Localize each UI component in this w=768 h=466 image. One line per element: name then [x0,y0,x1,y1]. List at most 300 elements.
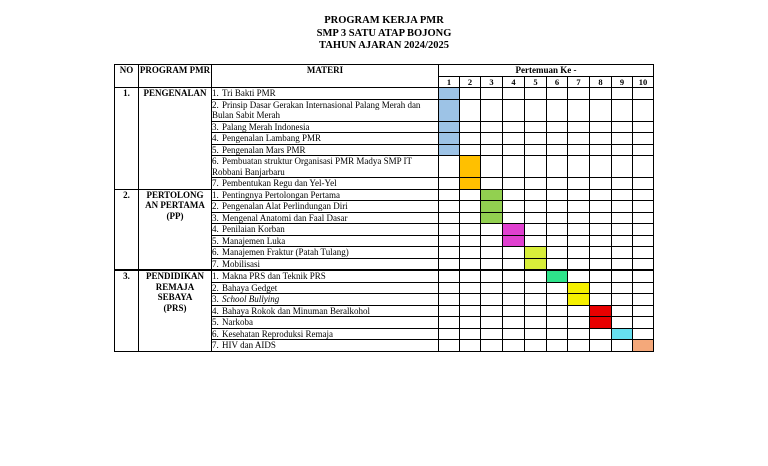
schedule-cell [503,247,525,259]
schedule-cell [547,99,568,121]
schedule-cell [503,121,525,133]
schedule-cell [460,99,481,121]
schedule-cell [503,212,525,224]
materi-number: 2. [212,282,219,293]
schedule-cell [633,258,654,270]
schedule-cell [547,178,568,190]
schedule-cell [525,201,547,213]
schedule-cell [547,258,568,270]
schedule-cell [633,294,654,306]
schedule-cell [525,156,547,178]
schedule-cell [633,212,654,224]
schedule-cell [590,340,612,352]
schedule-cell [503,282,525,294]
schedule-cell [633,282,654,294]
schedule-cell [481,340,503,352]
schedule-cell [633,270,654,282]
schedule-cell [568,340,590,352]
materi-text: Tri Bakti PMR [222,88,276,98]
schedule-cell [481,178,503,190]
program-name: PENGENALAN [139,88,212,190]
schedule-cell [612,340,633,352]
header-week-9: 9 [612,76,633,88]
schedule-cell [568,305,590,317]
schedule-cell [633,99,654,121]
schedule-cell [590,328,612,340]
materi-item [212,156,439,178]
materi-item [212,328,439,340]
schedule-cell [547,133,568,145]
schedule-cell-filled [460,156,481,178]
schedule-cell [612,189,633,201]
schedule-cell [503,340,525,352]
schedule-cell-filled [481,201,503,213]
schedule-cell [503,317,525,329]
schedule-cell [460,133,481,145]
schedule-cell [481,247,503,259]
schedule-cell [568,212,590,224]
schedule-cell [633,235,654,247]
header-week-3: 3 [481,76,503,88]
schedule-cell [481,317,503,329]
schedule-cell [460,235,481,247]
schedule-cell [525,212,547,224]
materi-text: School Bullying [222,294,280,304]
materi-item [212,305,439,317]
materi-text: Palang Merah Indonesia [222,121,310,132]
document-title [0,15,768,53]
materi-number: 2. [212,99,219,110]
schedule-cell [633,201,654,213]
schedule-cell [525,133,547,145]
schedule-cell [525,178,547,190]
program-name-line: SEBAYA [157,292,193,302]
schedule-cell [633,156,654,178]
materi-number: 5. [212,144,219,155]
schedule-cell [633,88,654,100]
materi-text: Bahaya Rokok dan Minuman Beralkohol [222,305,370,316]
materi-number: 1. [212,88,219,98]
materi-text: Manajemen Luka [222,235,286,246]
materi-number: 4. [212,224,219,234]
schedule-cell-filled [612,328,633,340]
schedule-cell [503,88,525,100]
materi-text: Pengenalan Lambang PMR [222,133,321,143]
materi-number: 4. [212,305,219,316]
schedule-cell [439,305,460,317]
schedule-cell [460,317,481,329]
schedule-cell [481,328,503,340]
materi-item [212,224,439,236]
schedule-cell [568,247,590,259]
schedule-cell [590,144,612,156]
schedule-cell [590,235,612,247]
schedule-cell [503,99,525,121]
schedule-cell [525,328,547,340]
header-materi: MATERI [212,65,439,88]
schedule-cell [547,156,568,178]
schedule-cell-filled [439,121,460,133]
materi-number: 6. [212,156,219,166]
schedule-cell [481,88,503,100]
schedule-cell [568,270,590,282]
header-week-1: 1 [439,76,460,88]
schedule-cell [612,258,633,270]
program-name-line: (PRS) [163,302,187,313]
schedule-cell [633,317,654,329]
materi-item [212,282,439,294]
title-line-2: SMP 3 SATU ATAP BOJONG [316,27,452,39]
schedule-cell [568,88,590,100]
schedule-cell [460,294,481,306]
schedule-cell [590,282,612,294]
schedule-cell [439,282,460,294]
schedule-cell [568,317,590,329]
schedule-cell [439,247,460,259]
schedule-cell [612,282,633,294]
schedule-cell [547,121,568,133]
schedule-cell [547,328,568,340]
materi-text: Pengenalan Mars PMR [222,144,306,155]
schedule-cell [633,247,654,259]
schedule-cell [568,133,590,145]
schedule-cell [612,224,633,236]
schedule-cell [503,270,525,282]
header-week-5: 5 [525,76,547,88]
title-line-3: TAHUN AJARAN 2024/2025 [319,40,449,51]
table-row [115,270,654,282]
schedule-cell [525,88,547,100]
materi-item [212,340,439,352]
schedule-cell [481,282,503,294]
materi-number: 3. [212,294,219,304]
schedule-cell [525,224,547,236]
schedule-cell [460,247,481,259]
materi-item [212,317,439,329]
header-program: PROGRAM PMR [139,65,212,88]
materi-item [212,294,439,306]
materi-text: HIV dan AIDS [222,340,276,350]
schedule-cell [525,305,547,317]
schedule-cell [612,88,633,100]
schedule-cell [525,189,547,201]
schedule-cell [439,317,460,329]
materi-item [212,189,439,201]
schedule-cell [503,144,525,156]
program-number: 3. [115,270,139,351]
schedule-cell [481,156,503,178]
schedule-cell [525,282,547,294]
schedule-cell [460,88,481,100]
program-name-line: PENDIDIKAN [145,271,204,281]
schedule-cell [633,133,654,145]
materi-item [212,235,439,247]
schedule-cell [525,270,547,282]
schedule-cell [439,294,460,306]
schedule-cell [439,178,460,190]
schedule-cell [525,340,547,352]
schedule-cell [481,144,503,156]
materi-number: 7. [212,340,219,350]
schedule-cell [568,235,590,247]
schedule-cell-filled [590,317,612,329]
schedule-cell [568,189,590,201]
schedule-cell [590,201,612,213]
schedule-cell [568,156,590,178]
schedule-cell [481,305,503,317]
schedule-cell [525,317,547,329]
materi-number: 7. [212,258,219,269]
schedule-cell-filled [568,282,590,294]
materi-number: 3. [212,212,219,223]
schedule-cell [590,294,612,306]
schedule-cell [503,294,525,306]
schedule-cell [460,340,481,352]
program-name-line: AN PERTAMA [145,200,205,210]
schedule-cell [439,270,460,282]
schedule-cell [460,270,481,282]
materi-number: 6. [212,247,219,257]
schedule-cell [568,328,590,340]
schedule-cell [547,212,568,224]
schedule-cell-filled [439,144,460,156]
schedule-cell-filled [633,340,654,352]
schedule-cell [590,133,612,145]
table-row [115,189,654,201]
schedule-cell [503,305,525,317]
schedule-cell [612,178,633,190]
schedule-cell [460,121,481,133]
schedule-cell [460,189,481,201]
header-week-7: 7 [568,76,590,88]
materi-item [212,121,439,133]
schedule-cell [525,99,547,121]
schedule-cell [503,133,525,145]
schedule-cell [547,305,568,317]
schedule-cell [568,258,590,270]
schedule-cell [547,294,568,306]
schedule-cell [439,224,460,236]
schedule-cell [525,144,547,156]
materi-text: Mobilisasi [222,258,261,269]
schedule-cell [460,328,481,340]
schedule-cell [503,328,525,340]
schedule-cell [568,99,590,121]
program-name-line: PERTOLONG [146,189,204,200]
schedule-cell [612,144,633,156]
materi-item [212,247,439,259]
schedule-cell [568,224,590,236]
schedule-cell [525,121,547,133]
schedule-cell [612,201,633,213]
schedule-cell [439,235,460,247]
schedule-cell [481,235,503,247]
program-name-line: REMAJA [155,281,195,292]
schedule-cell [460,212,481,224]
schedule-cell [633,144,654,156]
materi-text: Narkoba [222,317,253,327]
schedule-cell [612,133,633,145]
schedule-cell-filled [481,212,503,224]
schedule-cell-filled [525,258,547,270]
schedule-cell [612,235,633,247]
schedule-cell [590,224,612,236]
schedule-cell [547,88,568,100]
schedule-cell [525,235,547,247]
schedule-cell [612,247,633,259]
schedule-cell [612,294,633,306]
schedule-cell [460,282,481,294]
schedule-cell [568,121,590,133]
schedule-cell-filled [439,88,460,100]
materi-text: Prinsip Dasar Gerakan Internasional Palang Merah dan Bulan Sabit Merah [212,99,421,120]
materi-text: Pengenalan Alat Perlindungan Diri [222,201,348,211]
schedule-cell-filled [503,224,525,236]
header-pertemuan: Pertemuan Ke - [439,65,654,77]
schedule-cell [503,189,525,201]
schedule-cell [590,212,612,224]
schedule-cell [612,305,633,317]
schedule-cell [481,294,503,306]
schedule-cell [612,212,633,224]
materi-text: Makna PRS dan Teknik PRS [222,271,326,281]
schedule-cell-filled [439,133,460,145]
schedule-cell [547,340,568,352]
materi-text: Kesehatan Reproduksi Remaja [222,328,333,339]
schedule-cell [633,328,654,340]
header-week-10: 10 [633,76,654,88]
program-name [139,270,212,351]
schedule-cell [439,258,460,270]
schedule-cell [460,201,481,213]
materi-text: Pentingnya Pertolongan Pertama [222,189,340,200]
materi-item [212,178,439,190]
schedule-cell [481,270,503,282]
materi-number: 6. [212,328,219,339]
schedule-cell [439,189,460,201]
program-name-line: (PP) [166,210,184,221]
schedule-cell [590,247,612,259]
schedule-cell [568,201,590,213]
schedule-cell [439,328,460,340]
materi-text: Manajemen Fraktur (Patah Tulang) [222,247,349,257]
header-week-4: 4 [503,76,525,88]
schedule-cell [460,305,481,317]
materi-number: 5. [212,317,219,327]
schedule-cell [590,258,612,270]
schedule-cell [590,156,612,178]
materi-text: Pembuatan struktur Organisasi PMR Madya SMP IT Robbani Banjarbaru [212,156,412,177]
schedule-cell [460,258,481,270]
materi-text: Pembentukan Regu dan Yel-Yel [222,178,337,188]
schedule-cell [568,144,590,156]
materi-number: 3. [212,121,219,132]
schedule-cell [612,156,633,178]
schedule-cell-filled [568,294,590,306]
schedule-cell [481,224,503,236]
materi-number: 1. [212,189,219,200]
materi-text: Mengenal Anatomi dan Faal Dasar [222,212,348,223]
schedule-cell-filled [590,305,612,317]
materi-number: 1. [212,271,219,281]
program-name [139,189,212,270]
materi-number: 7. [212,178,219,188]
schedule-cell [439,201,460,213]
header-week-2: 2 [460,76,481,88]
schedule-cell-filled [460,178,481,190]
schedule-cell [503,201,525,213]
schedule-cell [503,258,525,270]
schedule-cell [439,156,460,178]
schedule-cell [633,178,654,190]
schedule-cell [590,270,612,282]
schedule-cell [590,178,612,190]
materi-text: Bahaya Gedget [222,282,278,293]
schedule-cell [547,235,568,247]
schedule-cell [481,99,503,121]
title-line-1: PROGRAM KERJA PMR [324,15,444,26]
schedule-cell [460,144,481,156]
schedule-cell [481,133,503,145]
schedule-cell-filled [481,189,503,201]
schedule-cell [525,294,547,306]
program-table [114,64,654,352]
schedule-cell [633,189,654,201]
schedule-cell [612,99,633,121]
schedule-cell [439,340,460,352]
materi-item [212,201,439,213]
schedule-cell [590,189,612,201]
materi-item [212,258,439,270]
materi-item [212,270,439,282]
schedule-cell [612,317,633,329]
schedule-cell [633,305,654,317]
schedule-cell [547,189,568,201]
materi-item [212,144,439,156]
schedule-cell-filled [439,99,460,121]
materi-item [212,88,439,100]
schedule-cell [503,156,525,178]
materi-text: Penilaian Korban [222,224,285,234]
header-week-6: 6 [547,76,568,88]
materi-number: 2. [212,201,219,211]
schedule-cell [633,121,654,133]
header-week-8: 8 [590,76,612,88]
schedule-cell [547,317,568,329]
schedule-cell [547,201,568,213]
materi-number: 4. [212,133,219,143]
schedule-cell [481,121,503,133]
schedule-cell [547,282,568,294]
materi-item [212,99,439,121]
schedule-cell [590,88,612,100]
schedule-cell-filled [547,270,568,282]
schedule-cell [460,224,481,236]
materi-number: 5. [212,235,219,246]
schedule-cell [547,247,568,259]
schedule-cell [568,178,590,190]
schedule-cell-filled [503,235,525,247]
schedule-cell [612,270,633,282]
schedule-cell [612,121,633,133]
program-number: 1. [115,88,139,190]
schedule-cell [503,178,525,190]
header-no: NO [115,65,139,88]
materi-item [212,133,439,145]
schedule-cell [439,212,460,224]
materi-item [212,212,439,224]
schedule-cell [547,224,568,236]
